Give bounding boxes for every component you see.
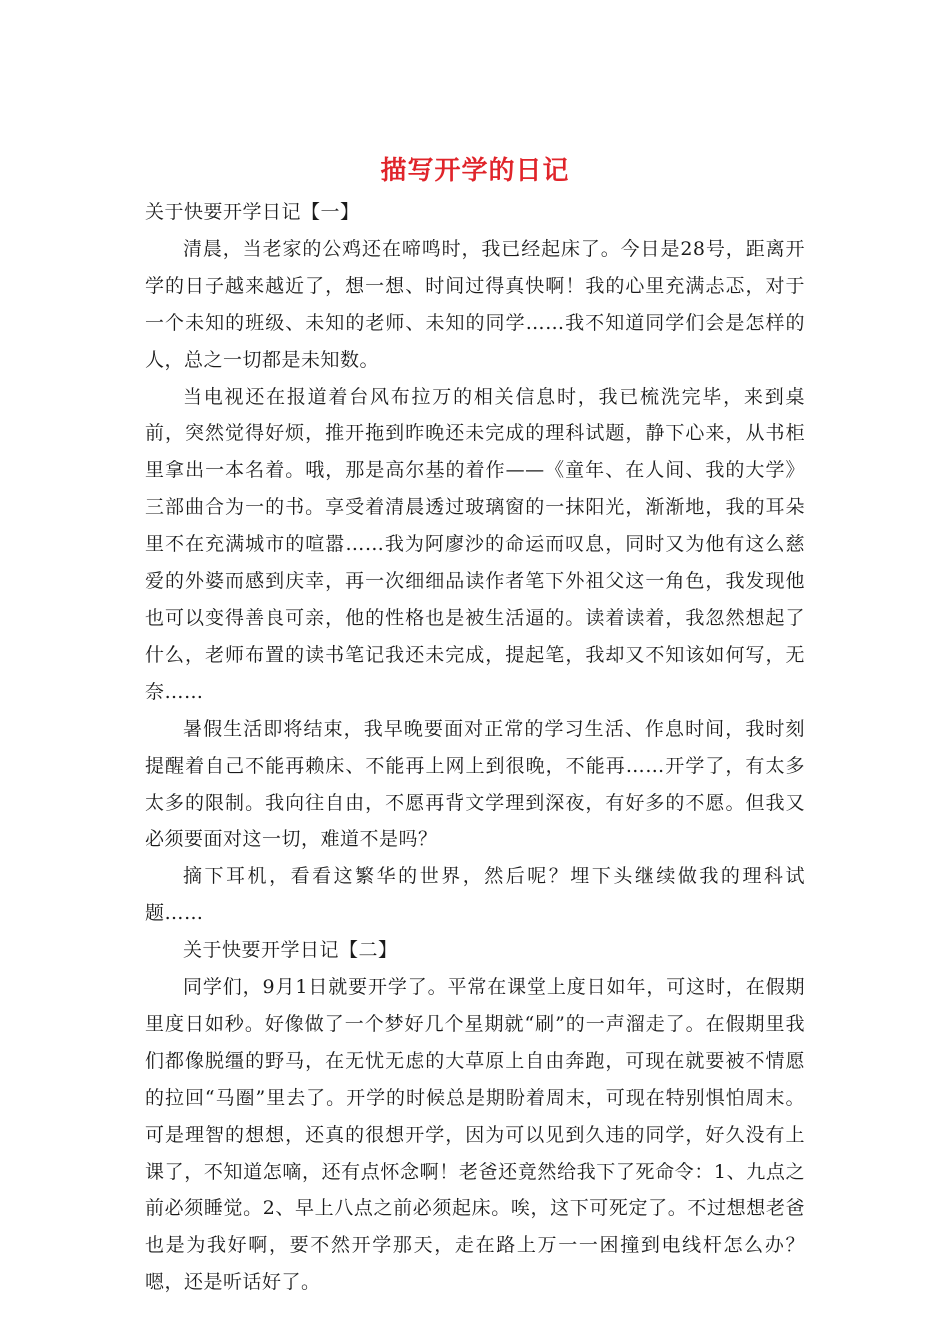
paragraph: 暑假生活即将结束，我早晚要面对正常的学习生活、作息时间，我时刻提醒着自己不能再赖床、不能再上网上到很晚，不能再……开学了，有太多太多的限制。我向往自由，不愿再背文学理到深夜，有好多的不愿。但我又必须要面对这一切，难道不是吗？: [145, 717, 805, 851]
paragraph: 同学们，9月1日就要开学了。平常在课堂上度日如年，可这时，在假期里度日如秒。好像做了一个梦好几个星期就“刷”的一声溜走了。在假期里我们都像脱缰的野马，在无忧无虑的大草原上自由奔跑，可现在就要被不情愿的拉回“马圈”里去了。开学的时候总是期盼着周末，可现在特别惧怕周末。可是理智的想想，还真的很想开学，因为可以见到久违的同学，好久没有上课了，不知道怎嘀，还有点怀念啊！老爸还竟然给我下了死命令：1、九点之前必须睡觉。2、早上八点之前必须起床。唉，这下可死定了。不过想想老爸也是为我好啊，要不然开学那天，走在路上万一一困撞到电线杆怎么办？嗯，还是听话好了。: [145, 976, 805, 1294]
section-heading: 关于快要开学日记【一】: [145, 201, 360, 223]
section-heading: 关于快要开学日记【二】: [183, 939, 398, 962]
paragraph: 当电视还在报道着台风布拉万的相关信息时，我已梳洗完毕，来到桌前，突然觉得好烦，推开拖到昨晚还未完成的理科试题，静下心来，从书柜里拿出一本名着。哦，那是高尔基的着作——《童年、在人间、我的大学》三部曲合为一的书。享受着清晨透过玻璃窗的一抹阳光，渐渐地，我的耳朵里不在充满城市的喧嚣……我为阿廖沙的命运而叹息，同时又为他有这么慈爱的外婆而感到庆幸，再一次细细品读作者笔下外祖父这一角色，我发现他也可以变得善良可亲，他的性格也是被生活逼的。读着读着，我忽然想起了什么，老师布置的读书笔记我还未完成，提起笔，我却又不知该如何写，无奈……: [145, 385, 805, 703]
document-body: [145, 194, 805, 1301]
paragraph: 摘下耳机，看看这繁华的世界，然后呢？埋下头继续做我的理科试题……: [145, 865, 805, 925]
document-title: 描写开学的日记: [380, 156, 570, 186]
paragraph: 清晨，当老家的公鸡还在啼鸣时，我已经起床了。今日是28号，距离开学的日子越来越近了，想一想、时间过得真快啊！我的心里充满忐忑，对于一个未知的班级、未知的老师、未知的同学……我不知道同学们会是怎样的人，总之一切都是未知数。: [145, 237, 805, 371]
